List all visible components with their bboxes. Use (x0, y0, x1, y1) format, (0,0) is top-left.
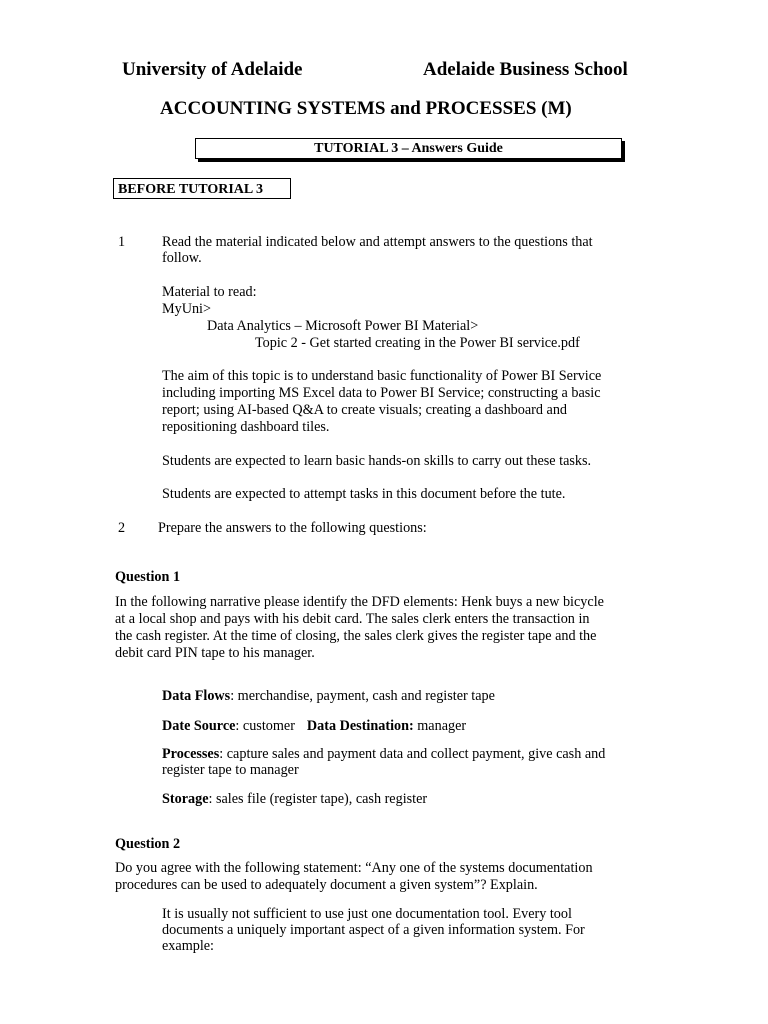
aim-line-2: including importing MS Excel data to Power BI Service; constructing a basic (162, 385, 601, 401)
aim-line-1: The aim of this topic is to understand basic functionality of Power BI Service (162, 368, 602, 384)
material-path-level1: MyUni> (162, 301, 211, 317)
processes-value-line1: : capture sales and payment data and collect payment, give cash and (219, 746, 606, 762)
data-destination-value: manager (413, 718, 467, 734)
question-1-narrative-line4: debit card PIN tape to his manager. (115, 645, 315, 661)
question-2-prompt-line2: procedures can be used to adequately document a given system”? Explain. (115, 877, 538, 893)
data-flows-answer (162, 688, 495, 705)
processes-answer (162, 746, 605, 763)
university-name: University of Adelaide (122, 59, 303, 80)
question-1-heading: Question 1 (115, 569, 181, 585)
question-2-heading: Question 2 (115, 836, 181, 852)
question-2-prompt-line1: Do you agree with the following statement: “Any one of the systems documentation (115, 860, 593, 876)
item-1-intro-line1: Read the material indicated below and attempt answers to the questions that (162, 234, 593, 250)
tutorial-title-box: TUTORIAL 3 – Answers Guide (195, 138, 622, 159)
question-1-narrative-line2: at a local shop and pays with his debit card. The sales clerk enters the transaction in (115, 611, 590, 627)
question-1-narrative-line1: In the following narrative please identify the DFD elements: Henk buys a new bicycle (115, 594, 604, 610)
aim-line-3: report; using AI-based Q&A to create visuals; creating a dashboard and (162, 402, 568, 418)
course-title: ACCOUNTING SYSTEMS and PROCESSES (M) (160, 98, 572, 119)
material-label: Material to read: (162, 284, 257, 300)
data-source-destination-answer (162, 718, 466, 735)
item-2-number: 2 (118, 520, 126, 536)
material-path-level2: Data Analytics – Microsoft Power BI Material> (207, 318, 479, 334)
processes-label: Processes (162, 746, 220, 762)
storage-value: : sales file (register tape), cash register (208, 791, 428, 807)
item-2-text: Prepare the answers to the following questions: (158, 520, 427, 536)
data-flows-label: Data Flows (162, 688, 231, 704)
question-2-answer-line2: documents a uniquely important aspect of a given information system. For (162, 922, 585, 938)
storage-answer (162, 791, 427, 808)
item-1-number: 1 (118, 234, 126, 250)
date-source-label: Date Source (162, 718, 236, 734)
question-2-answer-line3: example: (162, 938, 214, 954)
data-destination-label: Data Destination: (306, 718, 414, 734)
question-2-answer-line1: It is usually not sufficient to use just one documentation tool. Every tool (162, 906, 572, 922)
question-1-narrative-line3: the cash register. At the time of closing, the sales clerk gives the register tape and the (115, 628, 597, 644)
expected-skills: Students are expected to learn basic hands-on skills to carry out these tasks. (162, 453, 592, 469)
material-path-level3: Topic 2 - Get started creating in the Power BI service.pdf (255, 335, 580, 351)
before-tutorial-box: BEFORE TUTORIAL 3 (113, 178, 291, 199)
data-flows-value: : merchandise, payment, cash and register tape (230, 688, 495, 704)
school-name: Adelaide Business School (423, 59, 628, 80)
item-1-intro-line2: follow. (162, 250, 202, 266)
storage-label: Storage (162, 791, 209, 807)
expected-attempt: Students are expected to attempt tasks in this document before the tute. (162, 486, 566, 502)
aim-line-4: repositioning dashboard tiles. (162, 419, 330, 435)
date-source-value: : customer (235, 718, 295, 734)
processes-value-line2: register tape to manager (162, 762, 299, 778)
